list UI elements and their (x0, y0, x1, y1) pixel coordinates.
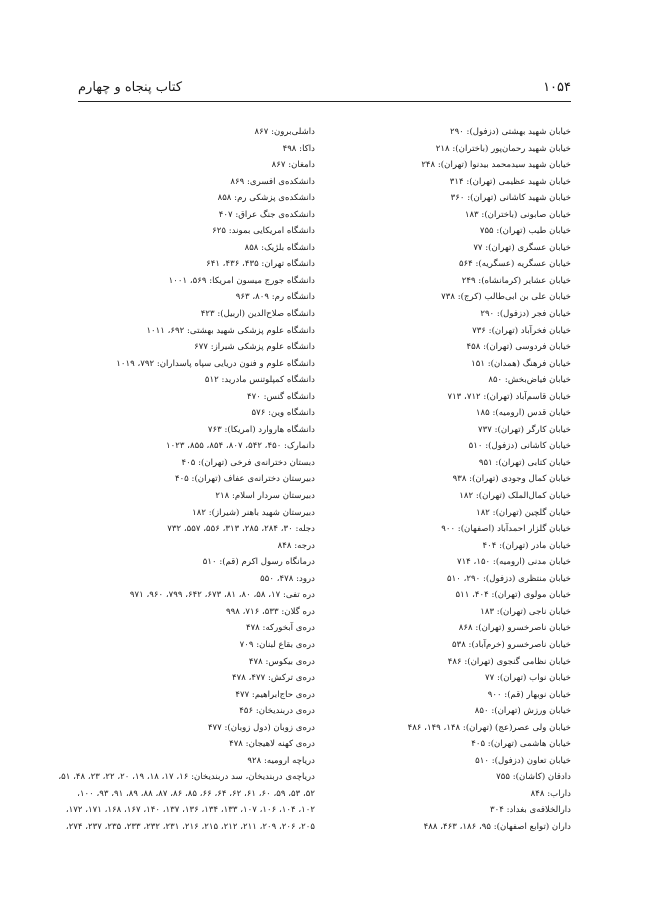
index-entry: خیابان شهید بهشتی (دزفول): ۲۹۰ (449, 127, 571, 137)
page-header (78, 80, 571, 98)
index-entry: خیابان صابونی (باختران): ۱۸۳ (464, 209, 571, 220)
index-entry: دره‌ی آبخورکه: ۴۷۸ (245, 623, 315, 634)
index-entry: دانشکده‌ی پزشکی رم: ۸۵۸ (217, 193, 315, 204)
index-entry: دجله: ۳۰، ۲۸۴، ۲۸۵، ۳۱۳، ۵۵۶، ۵۵۷، ۷۳۲ (167, 524, 315, 535)
index-entry: خیابان منتظری (دزفول): ۲۹۰، ۵۱۰ (447, 573, 571, 584)
index-entry: دانشگاه علوم پزشکی شهید بهشتی: ۶۹۲، ۱۰۱۱ (146, 325, 315, 336)
index-entry: ۲۰۵، ۲۰۶، ۲۰۹، ۲۱۱، ۲۱۲، ۲۱۵، ۲۱۶، ۲۳۱، ۲۳۲، ۲۳۳، ۲۳۵، ۲۳۷، ۲۷۴، (65, 821, 315, 832)
index-entry: خیابان هاشمی (تهران): ۴۰۵ (471, 739, 571, 750)
index-entry: خیابان شهید عظیمی (تهران): ۳۱۴ (449, 176, 571, 187)
index-entry: خیابان عسگریه (عسگریه): ۵۶۴ (458, 259, 571, 270)
index-entry: خیابان نواب (تهران): ۷۷ (485, 673, 571, 684)
index-entry: خیابان فیاض‌بخش: ۸۵۰ (488, 375, 571, 386)
index-entry: دبیرستان دخترانه‌ی عفاف (تهران): ۴۰۵ (174, 474, 315, 485)
index-entry: دانشگاه بلژیک: ۸۵۸ (244, 242, 315, 253)
index-entry: دارالخلافه‌ی بغداد: ۳۰۴ (490, 805, 571, 816)
index-entry: دره‌ی دربندیخان: ۴۵۶ (239, 706, 315, 717)
index-entry: داکا: ۴۹۸ (282, 143, 315, 154)
index-entry: ۵۲، ۵۳، ۵۹، ۶۰، ۶۱، ۶۲، ۶۴، ۶۶، ۸۵، ۸۶، ۸۷، ۸۸، ۸۹، ۹۱، ۹۳، ۱۰۰، (77, 788, 315, 799)
index-entry: دانشگاه امریکایی بموند: ۶۲۵ (212, 226, 315, 237)
index-entry: خیابان قدس (ارومیه): ۱۸۵ (475, 408, 571, 419)
index-entry: خیابان ورزش (تهران): ۸۵۰ (474, 706, 571, 717)
index-entry: دانمارک: ۴۵۰، ۵۴۲، ۸۰۷، ۸۵۴، ۸۵۵، ۱۰۲۳ (165, 441, 315, 452)
index-entry: دانشکده‌ی جنگ عراق: ۴۰۷ (218, 209, 315, 220)
index-entry: خیابان فجر (دزفول): ۲۹۰ (480, 309, 571, 320)
index-entry: خیابان کمال‌الملک (تهران): ۱۸۲ (459, 491, 571, 502)
index-entry: دانشگاه گنس: ۴۷۰ (247, 391, 315, 402)
index-entry: خیابان فخرآباد (تهران): ۷۳۶ (472, 325, 571, 336)
index-entry: دانشگاه هاروارد (امریکا): ۷۶۳ (207, 424, 315, 435)
index-column-left (58, 124, 315, 836)
index-entry: خیابان نوبهار (قم): ۹۰۰ (487, 689, 571, 700)
index-entry: دره‌ی بیکوس: ۴۷۸ (248, 656, 315, 667)
index-entry: دره‌ی زوبان (دول زوبان): ۴۷۷ (207, 722, 315, 733)
index-entry: دادقان (کاشان): ۷۵۵ (496, 772, 571, 783)
index-entry: خیابان نظامی گنجوی (تهران): ۴۸۶ (447, 656, 571, 667)
index-entry: خیابان ناصرخسرو (خرم‌آباد): ۵۳۸ (451, 639, 571, 650)
index-entry: خیابان کارگر (تهران): ۷۳۷ (478, 424, 571, 435)
index-entry: خیابان مولوی (تهران): ۴۰۴، ۵۱۱ (455, 590, 571, 601)
running-title: کتاب پنجاه و چهارم (78, 80, 183, 95)
index-entry: خیابان شهید کاشانی (تهران): ۳۶۰ (450, 193, 571, 204)
index-entry: خیابان کمال وجودی (تهران): ۹۳۸ (452, 474, 571, 485)
index-entry: دره‌ی بقاع لبنان: ۷۰۹ (239, 639, 315, 650)
index-entry: دبستان دخترانه‌ی فرخی (تهران): ۴۰۵ (181, 457, 315, 468)
index-entry: خیابان عشایر (کرمانشاه): ۲۴۹ (461, 275, 571, 286)
index-entry: دره‌ی ترکش: ۴۷۷، ۴۷۸ (232, 673, 315, 684)
index-entry: خیابان ناجی (تهران): ۱۸۳ (480, 606, 571, 617)
index-entry: داراب: ۸۴۸ (530, 788, 571, 799)
index-entry: ۱۰۲، ۱۰۴، ۱۰۶، ۱۰۷، ۱۳۳، ۱۳۴، ۱۳۶، ۱۳۷، ۱۴۰، ۱۶۷، ۱۶۸، ۱۷۱، ۱۷۲، (65, 805, 315, 816)
index-entry: خیابان فردوسی (تهران): ۴۵۸ (466, 342, 571, 353)
index-entry: دره‌ی حاج‌ابراهیم: ۴۷۷ (235, 689, 315, 700)
index-entry: دانشگاه علوم پزشکی شیراز: ۶۷۷ (194, 342, 315, 353)
index-entry: داران (توابع اصفهان): ۹۵، ۱۸۶، ۴۶۳، ۴۸۸ (423, 821, 571, 832)
header-rule (78, 101, 571, 102)
index-entry: خیابان تعاون (دزفول): ۵۱۰ (475, 755, 571, 766)
index-entry: دبیرستان شهید باهنر (شیراز): ۱۸۲ (192, 507, 315, 518)
index-entry: دریاچه‌ی دربندیخان، سد دربندیخان: ۱۶، ۱۷، ۱۸، ۱۹، ۲۰، ۲۲، ۲۳، ۴۸، ۵۱، (58, 772, 315, 783)
index-entry: خیابان ولی عصر(عج) (تهران): ۱۴۸، ۱۴۹، ۴۸۶ (407, 722, 571, 733)
index-entry: دره‌ی کهنه لاهیجان: ۴۷۸ (229, 739, 315, 750)
index-entry: دریاچه ارومیه: ۹۲۸ (247, 755, 315, 766)
index-entry: خیابان گلزار احمدآباد (اصفهان): ۹۰۰ (441, 524, 571, 535)
index-entry: دره تفی: ۱۷، ۵۸، ۸۰، ۸۱، ۶۷۳، ۶۴۲، ۷۹۹، ۹۶۰، ۹۷۱ (129, 590, 315, 601)
index-entry: درجه: ۸۴۸ (277, 540, 315, 551)
index-entry: خیابان علی بن ابی‌طالب (کرج): ۷۳۸ (441, 292, 571, 303)
index-entry: خیابان فرهنگ (همدان): ۱۵۱ (471, 358, 571, 369)
index-entry: دانشگاه جورج میسون امریکا: ۵۶۹، ۱۰۰۱ (168, 275, 315, 286)
index-entry: دانشگاه علوم و فنون دریایی سپاه پاسداران: ۷۹۲، ۱۰۱۹ (116, 358, 315, 369)
index-entry: خیابان ناصرخسرو (تهران): ۸۶۸ (458, 623, 571, 634)
index-entry: داشلی‌برون: ۸۶۷ (254, 127, 315, 137)
index-entry: دانشگاه کمپلوتنس مادرید: ۵۱۲ (204, 375, 315, 386)
index-entry: دانشگاه رم: ۸۰۹، ۹۶۳ (235, 292, 315, 303)
index-entry: دانشگاه تهران: ۴۳۵، ۴۳۶، ۶۴۱ (206, 259, 315, 270)
index-entry: خیابان کاشانی (دزفول): ۵۱۰ (468, 441, 571, 452)
index-entry: خیابان قاسم‌آباد (تهران): ۷۱۲، ۷۱۳ (447, 391, 571, 402)
index-column-right (341, 124, 571, 836)
index-entry: خیابان شهید رحمان‌پور (باختران): ۲۱۸ (435, 143, 571, 154)
index-entry: دره گلان: ۵۳۳، ۷۱۶، ۹۹۸ (226, 606, 315, 617)
index-entry: دبیرستان سردار اسلام: ۲۱۸ (215, 491, 315, 502)
index-entry: خیابان مادر (تهران): ۴۰۴ (482, 540, 571, 551)
index-entry: خیابان کتابی (تهران): ۹۵۱ (478, 457, 571, 468)
index-entry: خیابان گلچین (تهران): ۱۸۲ (476, 507, 571, 518)
index-entry: خیابان مدنی (ارومیه): ۱۵۰، ۷۱۴ (456, 557, 571, 568)
index-entry: دانشگاه وین: ۵۷۶ (251, 408, 315, 419)
index-entry: خیابان عسگری (تهران): ۷۷ (473, 242, 571, 253)
index-entry: دامغان: ۸۶۷ (271, 160, 315, 171)
page-number: ۱۰۵۴ (543, 80, 571, 95)
index-entry: دانشکده‌ی افسری: ۸۶۹ (230, 176, 315, 187)
index-entry: دانشگاه صلاح‌الدین (اربیل): ۴۲۳ (200, 309, 315, 320)
index-entry: درود: ۴۷۸، ۵۵۰ (260, 573, 315, 584)
index-entry: خیابان شهید سیدمحمد بیدنوا (تهران): ۲۴۸ (421, 160, 571, 171)
index-entry: درمانگاه رسول اکرم (قم): ۵۱۰ (202, 557, 315, 568)
index-entry: خیابان طیب (تهران): ۷۵۵ (479, 226, 571, 237)
